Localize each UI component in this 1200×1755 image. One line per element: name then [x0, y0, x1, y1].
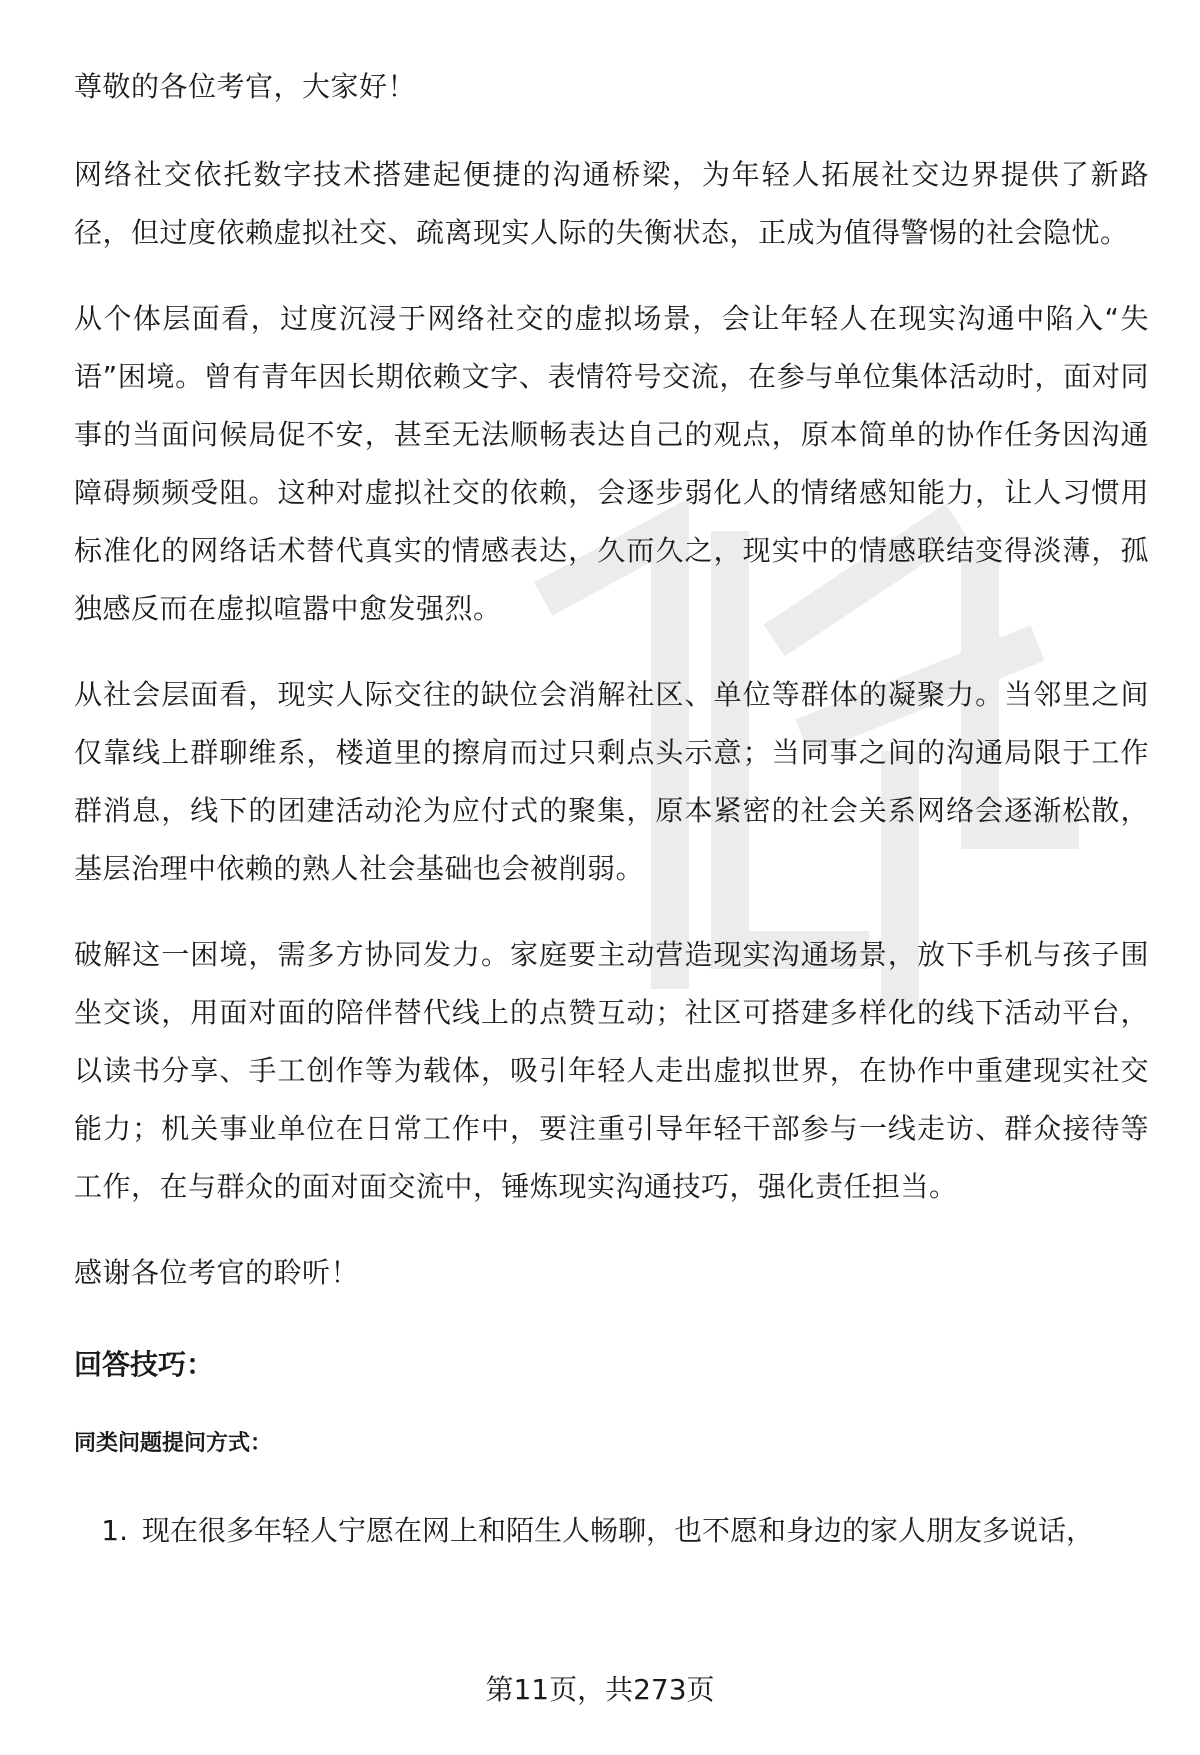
- list-item-number: 1.: [101, 1514, 128, 1547]
- similar-questions-heading: 同类问题提问方式：: [74, 1431, 273, 1456]
- similar-questions-list: [74, 1502, 1149, 1560]
- paragraph-solutions: 破解这一困境，需多方协同发力。家庭要主动营造现实沟通场景，放下手机与孩子围坐交谈，用面对面的陪伴替代线上的点赞互动；社区可搭建多样化的线下活动平台，以读书分享、手工创作等为载体，吸引年轻人走出虚拟世界，在协作中重建现实社交能力；机关事业单位在日常工作中，要注重引导年轻干部参与一线走访、群众接待等工作，在与群众的面对面交流中，锤炼现实沟通技巧，强化责任担当。: [74, 938, 1149, 1203]
- greeting-text: 尊敬的各位考官，大家好！: [74, 70, 417, 103]
- list-item-text: 现在很多年轻人宁愿在网上和陌生人畅聊，也不愿和身边的家人朋友多说话，: [142, 1514, 1095, 1547]
- paragraph-individual-level: 从个体层面看，过度沉浸于网络社交的虚拟场景，会让年轻人在现实沟通中陷入“失语”困境。曾有青年因长期依赖文字、表情符号交流，在参与单位集体活动时，面对同事的当面问候局促不安，甚至无法顺畅表达自己的观点，原本简单的协作任务因沟通障碍频频受阻。这种对虚拟社交的依赖，会逐步弱化人的情绪感知能力，让人习惯用标准化的网络话术替代真实的情感表达，久而久之，现实中的情感联结变得淡薄，孤独感反而在虚拟喧嚣中愈发强烈。: [74, 302, 1149, 625]
- closing-text: 感谢各位考官的聆听！: [74, 1256, 360, 1289]
- document-page: [74, 58, 1149, 1560]
- paragraph-social-level: 从社会层面看，现实人际交往的缺位会消解社区、单位等群体的凝聚力。当邻里之间仅靠线上群聊维系，楼道里的擦肩而过只剩点头示意；当同事之间的沟通局限于工作群消息，线下的团建活动沦为应付式的聚集，原本紧密的社会关系网络会逐渐松散，基层治理中依赖的熟人社会基础也会被削弱。: [74, 678, 1149, 885]
- tips-heading: 回答技巧：: [74, 1348, 215, 1381]
- page-number-footer: 第11页，共273页: [485, 1673, 715, 1706]
- paragraph-intro: 网络社交依托数字技术搭建起便捷的沟通桥梁，为年轻人拓展社交边界提供了新路径，但过度依赖虚拟社交、疏离现实人际的失衡状态，正成为值得警惕的社会隐忧。: [74, 158, 1149, 249]
- list-item: [74, 1502, 1149, 1560]
